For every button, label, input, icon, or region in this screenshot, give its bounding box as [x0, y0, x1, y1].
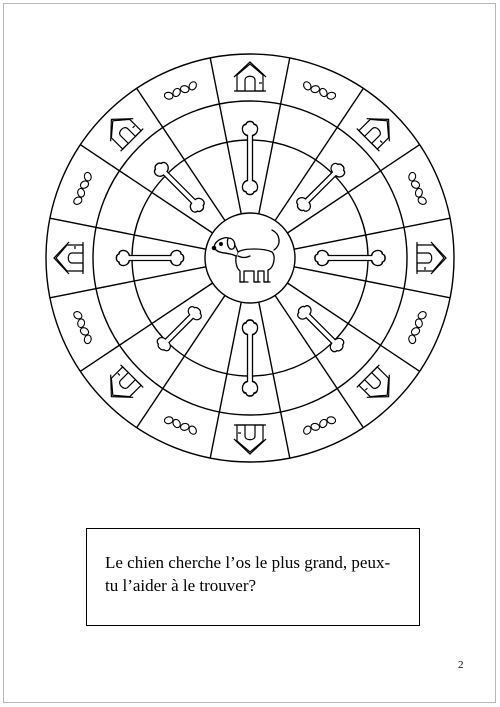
segment-divider [275, 88, 363, 220]
bone-icon [294, 160, 348, 214]
dog-eye [220, 243, 223, 246]
dog-house-icon [100, 108, 143, 151]
dog-collar [238, 256, 250, 258]
bead-chain-icon [300, 79, 338, 103]
dog-house-icon [417, 242, 446, 274]
bone-icon [242, 320, 257, 396]
dog-ear [227, 238, 234, 249]
dog-house-icon [234, 425, 266, 454]
bead-chain-icon [405, 308, 429, 346]
segment-divider [137, 88, 225, 220]
segment-divider [287, 283, 419, 371]
segment-divider [80, 145, 212, 233]
segment-divider [137, 295, 225, 427]
dog-icon [212, 230, 279, 282]
segment-divider [287, 145, 419, 233]
dog-house-icon [234, 62, 266, 91]
bead-chain-icon [405, 170, 429, 208]
segment-divider [80, 283, 212, 371]
bead-chain-icon [162, 413, 200, 437]
bone-icon [295, 303, 347, 355]
bone-icon [116, 250, 183, 265]
bead-chain-icon [71, 170, 95, 208]
bone-icon [151, 159, 207, 215]
dog-house-icon [100, 365, 143, 408]
bone-icon [315, 250, 385, 265]
question-box [86, 528, 420, 626]
bead-chain-icon [162, 79, 200, 103]
bead-chain-icon [71, 308, 95, 346]
dog-nose [212, 246, 215, 249]
bone-icon [242, 121, 257, 194]
page-number: 2 [458, 659, 464, 671]
dog-tail [272, 230, 279, 250]
dog-house-icon [357, 108, 400, 151]
bone-icon [154, 304, 204, 354]
dog-body [236, 249, 274, 282]
dog-house-icon [357, 365, 400, 408]
question-text: Le chien cherche l’os le plus grand, peux-tu l’aider à le trouver? [105, 553, 391, 595]
dog-house-icon [54, 242, 83, 274]
bead-chain-icon [300, 413, 338, 437]
segment-divider [275, 295, 363, 427]
